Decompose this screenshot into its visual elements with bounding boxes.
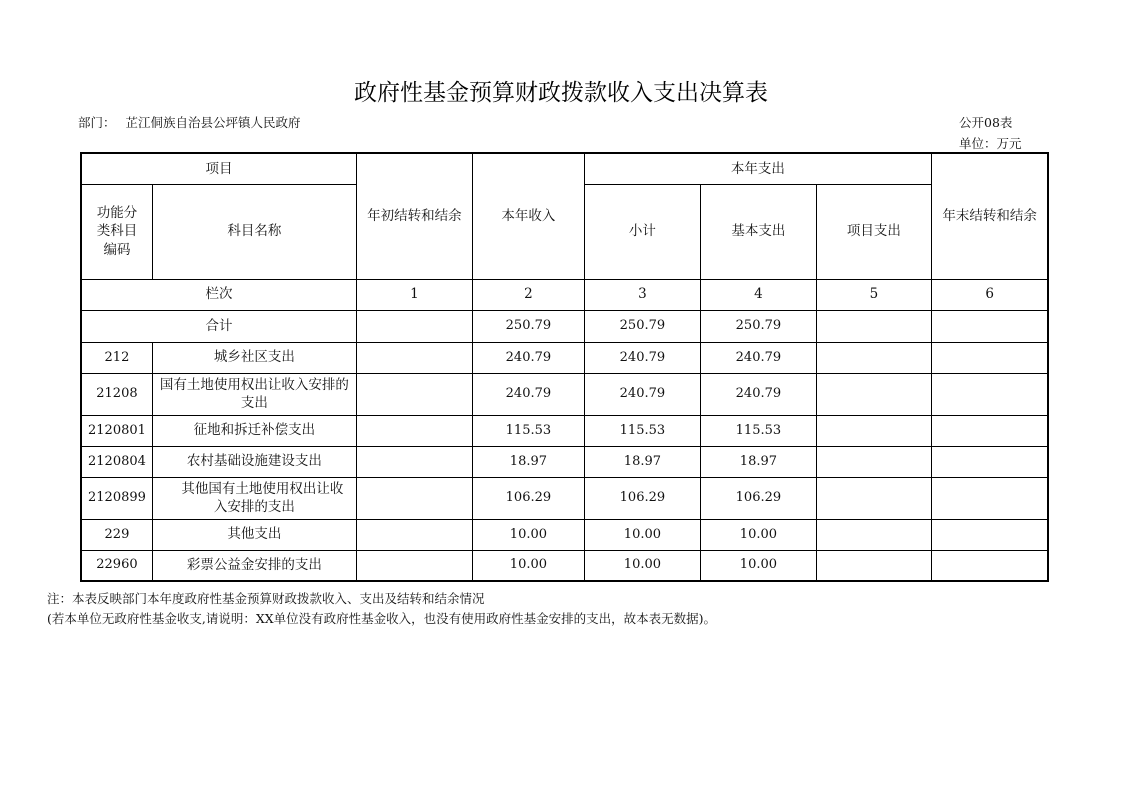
row-name: 其他国有土地使用权出让收入安排的支出 [152,477,356,519]
department-name: 芷江侗族自治县公坪镇人民政府 [125,115,301,130]
row-income: 18.97 [472,446,584,477]
row-name: 国有土地使用权出让收入安排的支出 [152,373,356,415]
row-begin [356,415,472,446]
row-subtotal: 240.79 [584,342,700,373]
row-basic: 115.53 [700,415,816,446]
unit-label: 单位：万元 [959,136,1022,151]
index-cell: 5 [816,279,931,310]
index-cell: 4 [700,279,816,310]
index-row [81,279,1048,310]
row-end [931,373,1048,415]
table-row [81,373,1048,415]
total-basic: 250.79 [700,310,816,342]
row-code: 229 [81,519,152,550]
header-income: 本年收入 [472,153,584,279]
index-cell: 2 [472,279,584,310]
table-row [81,446,1048,477]
row-begin [356,550,472,581]
row-income: 10.00 [472,550,584,581]
header-end-balance: 年末结转和结余 [931,153,1048,279]
header-basic: 基本支出 [700,184,816,279]
department-line [78,113,301,131]
row-begin [356,519,472,550]
row-end [931,342,1048,373]
row-end [931,550,1048,581]
row-subtotal: 106.29 [584,477,700,519]
row-name: 征地和拆迁补偿支出 [152,415,356,446]
row-name: 彩票公益金安排的支出 [152,550,356,581]
row-income: 10.00 [472,519,584,550]
total-end [931,310,1048,342]
row-end [931,415,1048,446]
row-begin [356,373,472,415]
row-begin [356,446,472,477]
note-line-2: (若本单位无政府性基金收支,请说明：XX单位没有政府性基金收入，也没有使用政府性基金安排的支出，故本表无数据)。 [47,611,717,626]
row-income: 240.79 [472,342,584,373]
department-label: 部门： [78,115,116,130]
row-begin [356,342,472,373]
header-subtotal: 小计 [584,184,700,279]
header-row-1 [81,153,1048,184]
row-name: 城乡社区支出 [152,342,356,373]
row-basic: 18.97 [700,446,816,477]
table-row [81,342,1048,373]
row-basic: 240.79 [700,373,816,415]
row-code: 2120801 [81,415,152,446]
index-cell: 1 [356,279,472,310]
document-title: 政府性基金预算财政拨款收入支出决算表 [354,80,768,106]
row-project [816,342,931,373]
table-row [81,415,1048,446]
row-code: 2120899 [81,477,152,519]
row-end [931,519,1048,550]
row-project [816,550,931,581]
row-code: 212 [81,342,152,373]
header-func-code: 功能分类科目编码 [81,184,152,279]
row-code: 2120804 [81,446,152,477]
index-label: 栏次 [81,279,356,310]
table-row [81,550,1048,581]
row-subtotal: 115.53 [584,415,700,446]
total-row [81,310,1048,342]
form-code: 公开08表 [959,115,1013,130]
total-project [816,310,931,342]
row-begin [356,477,472,519]
row-end [931,477,1048,519]
row-name: 农村基础设施建设支出 [152,446,356,477]
row-code: 21208 [81,373,152,415]
row-project [816,477,931,519]
header-expense-group: 本年支出 [584,153,931,184]
total-income: 250.79 [472,310,584,342]
row-code: 22960 [81,550,152,581]
row-basic: 240.79 [700,342,816,373]
row-subtotal: 18.97 [584,446,700,477]
row-project [816,415,931,446]
row-subtotal: 10.00 [584,550,700,581]
row-basic: 10.00 [700,550,816,581]
table-row [81,477,1048,519]
row-income: 115.53 [472,415,584,446]
row-project [816,446,931,477]
header-begin-balance: 年初结转和结余 [356,153,472,279]
row-name: 其他支出 [152,519,356,550]
header-project: 项目 [81,153,356,184]
index-cell: 6 [931,279,1048,310]
table-row [81,519,1048,550]
row-basic: 106.29 [700,477,816,519]
row-subtotal: 10.00 [584,519,700,550]
row-income: 106.29 [472,477,584,519]
row-end [931,446,1048,477]
total-begin [356,310,472,342]
index-cell: 3 [584,279,700,310]
total-label: 合计 [81,310,356,342]
row-project [816,373,931,415]
header-project-exp: 项目支出 [816,184,931,279]
note-line-1: 注：本表反映部门本年度政府性基金预算财政拨款收入、支出及结转和结余情况 [47,591,485,606]
row-basic: 10.00 [700,519,816,550]
total-subtotal: 250.79 [584,310,700,342]
header-subject-name: 科目名称 [152,184,356,279]
row-subtotal: 240.79 [584,373,700,415]
fund-table [80,152,1049,582]
row-project [816,519,931,550]
row-income: 240.79 [472,373,584,415]
